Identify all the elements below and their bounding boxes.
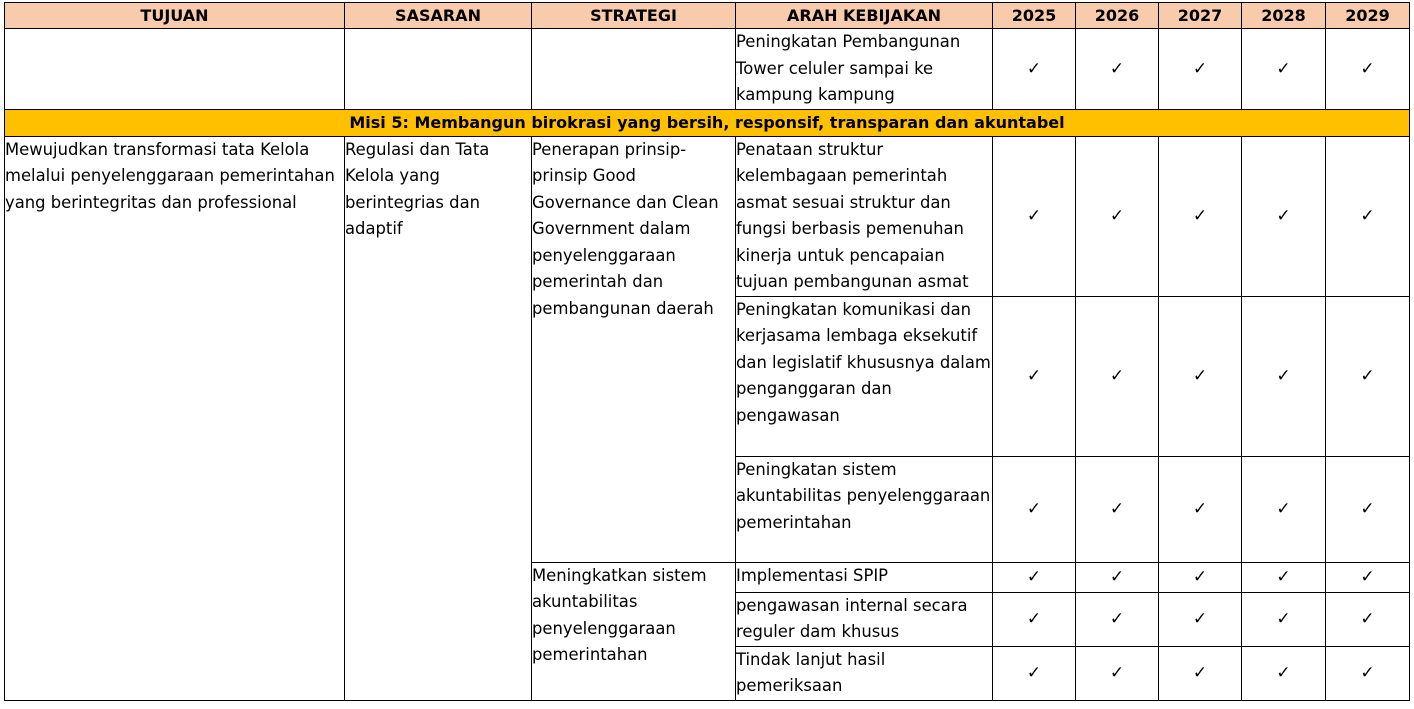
check-mark-icon: ✓ bbox=[1326, 456, 1410, 562]
check-mark-icon: ✓ bbox=[1076, 29, 1159, 110]
header-year-2027: 2027 bbox=[1159, 3, 1242, 29]
sasaran-cell: Regulasi dan Tata Kelola yang berintegrias dan adaptif bbox=[345, 136, 532, 700]
check-mark-icon: ✓ bbox=[1242, 456, 1326, 562]
check-mark-icon: ✓ bbox=[993, 136, 1076, 296]
check-mark-icon: ✓ bbox=[1159, 456, 1242, 562]
empty-cell bbox=[345, 29, 532, 110]
header-tujuan: TUJUAN bbox=[5, 3, 345, 29]
check-mark-icon: ✓ bbox=[993, 646, 1076, 700]
check-mark-icon: ✓ bbox=[1326, 592, 1410, 646]
header-arah-kebijakan: ARAH KEBIJAKAN bbox=[736, 3, 993, 29]
check-mark-icon: ✓ bbox=[1159, 296, 1242, 456]
header-year-2029: 2029 bbox=[1326, 3, 1410, 29]
check-mark-icon: ✓ bbox=[1076, 296, 1159, 456]
header-sasaran: SASARAN bbox=[345, 3, 532, 29]
check-mark-icon: ✓ bbox=[993, 29, 1076, 110]
arah-kebijakan-cell: Peningkatan Pembangunan Tower celuler sampai ke kampung kampung bbox=[736, 29, 993, 110]
arah-kebijakan-cell: Penataan struktur kelembagaan pemerintah asmat sesuai struktur dan fungsi berbasis pemenuhan kinerja untuk pencapaian tujuan pembangunan asmat bbox=[736, 136, 993, 296]
strategi-cell: Meningkatkan sistem akuntabilitas penyelenggaraan pemerintahan bbox=[532, 562, 736, 700]
check-mark-icon: ✓ bbox=[1159, 136, 1242, 296]
header-year-2025: 2025 bbox=[993, 3, 1076, 29]
arah-kebijakan-cell: Tindak lanjut hasil pemeriksaan bbox=[736, 646, 993, 700]
check-mark-icon: ✓ bbox=[1076, 592, 1159, 646]
empty-cell bbox=[5, 29, 345, 110]
strategi-cell: Penerapan prinsip-prinsip Good Governance dan Clean Government dalam penyelenggaraan pemerintah dan pembangunan daerah bbox=[532, 136, 736, 562]
check-mark-icon: ✓ bbox=[993, 592, 1076, 646]
table-row bbox=[5, 136, 1410, 296]
check-mark-icon: ✓ bbox=[993, 296, 1076, 456]
check-mark-icon: ✓ bbox=[1242, 592, 1326, 646]
arah-kebijakan-cell: Peningkatan komunikasi dan kerjasama lembaga eksekutif dan legislatif khususnya dalam penganggaran dan pengawasan bbox=[736, 296, 993, 456]
tujuan-cell: Mewujudkan transformasi tata Kelola melalui penyelenggaraan pemerintahan yang berintegritas dan professional bbox=[5, 136, 345, 700]
empty-cell bbox=[532, 29, 736, 110]
check-mark-icon: ✓ bbox=[1326, 646, 1410, 700]
check-mark-icon: ✓ bbox=[1076, 562, 1159, 592]
check-mark-icon: ✓ bbox=[993, 456, 1076, 562]
check-mark-icon: ✓ bbox=[1242, 29, 1326, 110]
check-mark-icon: ✓ bbox=[1242, 562, 1326, 592]
check-mark-icon: ✓ bbox=[1076, 136, 1159, 296]
check-mark-icon: ✓ bbox=[1326, 136, 1410, 296]
arah-kebijakan-cell: Peningkatan sistem akuntabilitas penyelenggaraan pemerintahan bbox=[736, 456, 993, 562]
misi-row bbox=[5, 109, 1410, 136]
check-mark-icon: ✓ bbox=[1242, 136, 1326, 296]
check-mark-icon: ✓ bbox=[1159, 592, 1242, 646]
strategy-table bbox=[4, 2, 1410, 701]
check-mark-icon: ✓ bbox=[1159, 646, 1242, 700]
check-mark-icon: ✓ bbox=[1242, 296, 1326, 456]
check-mark-icon: ✓ bbox=[1326, 296, 1410, 456]
check-mark-icon: ✓ bbox=[1076, 646, 1159, 700]
check-mark-icon: ✓ bbox=[1159, 29, 1242, 110]
check-mark-icon: ✓ bbox=[1326, 29, 1410, 110]
check-mark-icon: ✓ bbox=[1242, 646, 1326, 700]
arah-kebijakan-cell: Implementasi SPIP bbox=[736, 562, 993, 592]
header-year-2026: 2026 bbox=[1076, 3, 1159, 29]
check-mark-icon: ✓ bbox=[1326, 562, 1410, 592]
header-strategi: STRATEGI bbox=[532, 3, 736, 29]
misi-label: Misi 5: Membangun birokrasi yang bersih, responsif, transparan dan akuntabel bbox=[5, 109, 1410, 136]
header-year-2028: 2028 bbox=[1242, 3, 1326, 29]
arah-kebijakan-cell: pengawasan internal secara reguler dam khusus bbox=[736, 592, 993, 646]
header-row bbox=[5, 3, 1410, 29]
check-mark-icon: ✓ bbox=[1159, 562, 1242, 592]
table-row bbox=[5, 29, 1410, 110]
check-mark-icon: ✓ bbox=[993, 562, 1076, 592]
check-mark-icon: ✓ bbox=[1076, 456, 1159, 562]
